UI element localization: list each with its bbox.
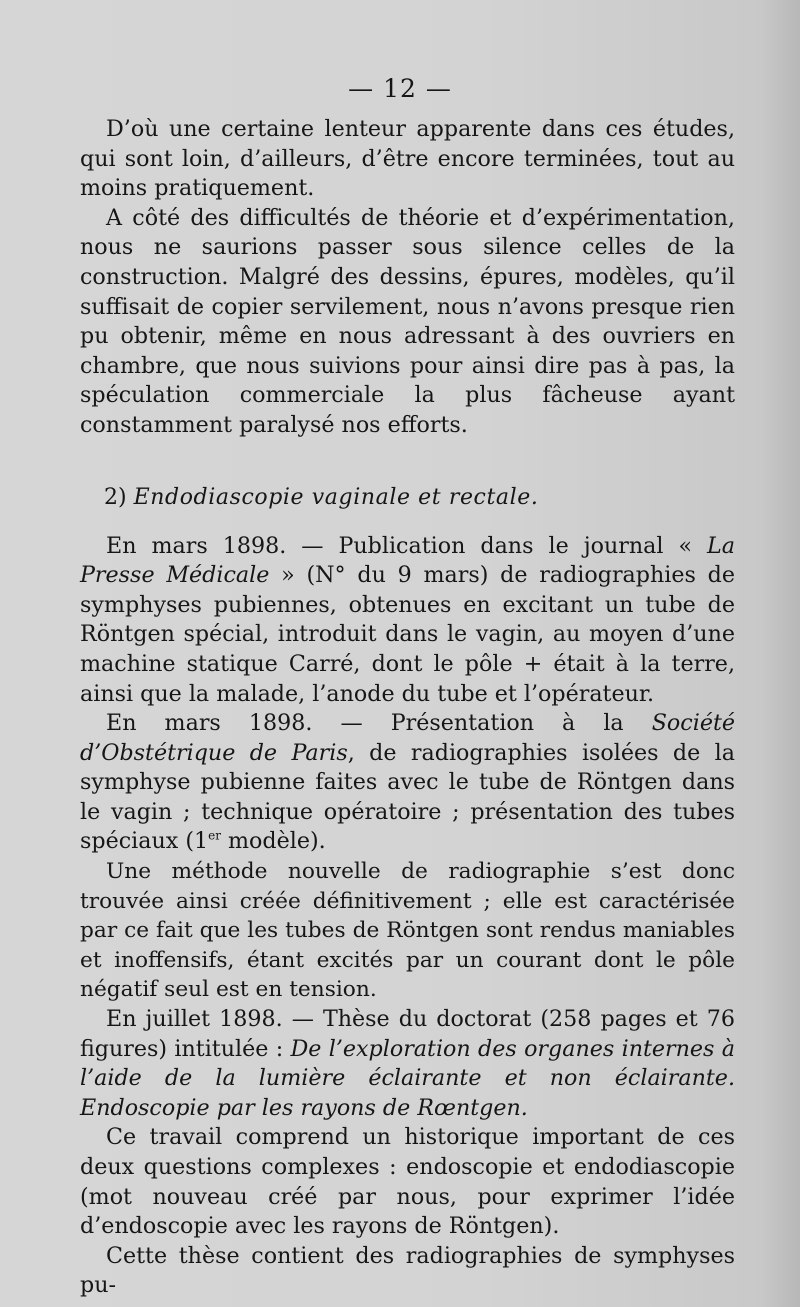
paragraph-4-text-c: modèle). [220,828,326,855]
thesis-title: De l’exploration des organes internes à l’aide de la lumière éclairante et non éclairante. Endoscopie par les rayons de Rœntgen. [80,1035,735,1121]
paragraph-6-text-a: En juillet 1898. — Thèse du doctorat (258 pages et 76 figures) intitulée : [80,1006,735,1062]
paragraph-3-text-b: » (N° du 9 mars) de radiographies de symphyses pubiennes, obtenues en excitant un tube de Röntgen spécial, introduit dans le vagin, au moyen d’une machine statique Carré, dont le pôle + était à la terre, ainsi que la malade, l’anode du tube et l’opérateur. [80,562,735,707]
section-heading [104,483,735,512]
paragraph-5: Une méthode nouvelle de radiographie s’est donc trouvée ainsi créée définitivement ; elle est caractérisée par ce fait que les tubes de Röntgen sont rendus maniables et inoffensifs, étant excités par un courant dont le pôle négatif seul est en tension. [80,859,735,1003]
page-body [80,115,735,1301]
paragraph-4-text-a: En mars 1898. — Présentation à la [106,710,652,737]
paragraph-3 [80,532,735,710]
paragraph-7: Ce travail comprend un historique important de ces deux questions complexes : endoscopie et endodiascopie (mot nouveau créé par nous, pour exprimer l’idée d’endoscopie avec les rayons de Röntgen). [80,1124,735,1240]
society-name: Société d’Obstétrique de Paris [80,710,735,766]
page-number: — 12 — [348,74,452,103]
section-title: Endodiascopie vaginale et rectale. [133,484,539,510]
paragraph-6 [80,1005,735,1123]
section-number: 2) [104,484,127,510]
paragraph-4-text-b: , de radiographies isolées de la symphyse pubienne faites avec le tube de Röntgen dans le vagin ; technique opératoire ; présentation des tubes spéciaux (1 [80,739,735,855]
journal-title: La Presse Médicale [80,532,735,589]
paragraph-8: Cette thèse contient des radiographies de symphyses pu- [80,1242,735,1299]
superscript-er: er [208,829,221,844]
paragraph-1: D’où une certaine lenteur apparente dans ces études, qui sont loin, d’ailleurs, d’être encore terminées, tout au moins pratiquement. [80,116,735,202]
paragraph-4 [80,709,735,857]
paragraph-2: A côté des difficultés de théorie et d’expérimentation, nous ne saurions passer sous silence celles de la construction. Malgré des dessins, épures, modèles, qu’il suffisait de copier servilement, nous n’avons presque rien pu obtenir, même en nous adressant à des ouvriers en chambre, que nous suivions pour ainsi dire pas à pas, la spéculation commerciale la plus fâcheuse ayant constamment paralysé nos efforts. [80,204,735,438]
paragraph-3-text-a: En mars 1898. — Publication dans le journal « [106,532,708,559]
page-edge-shadow [760,0,800,1307]
